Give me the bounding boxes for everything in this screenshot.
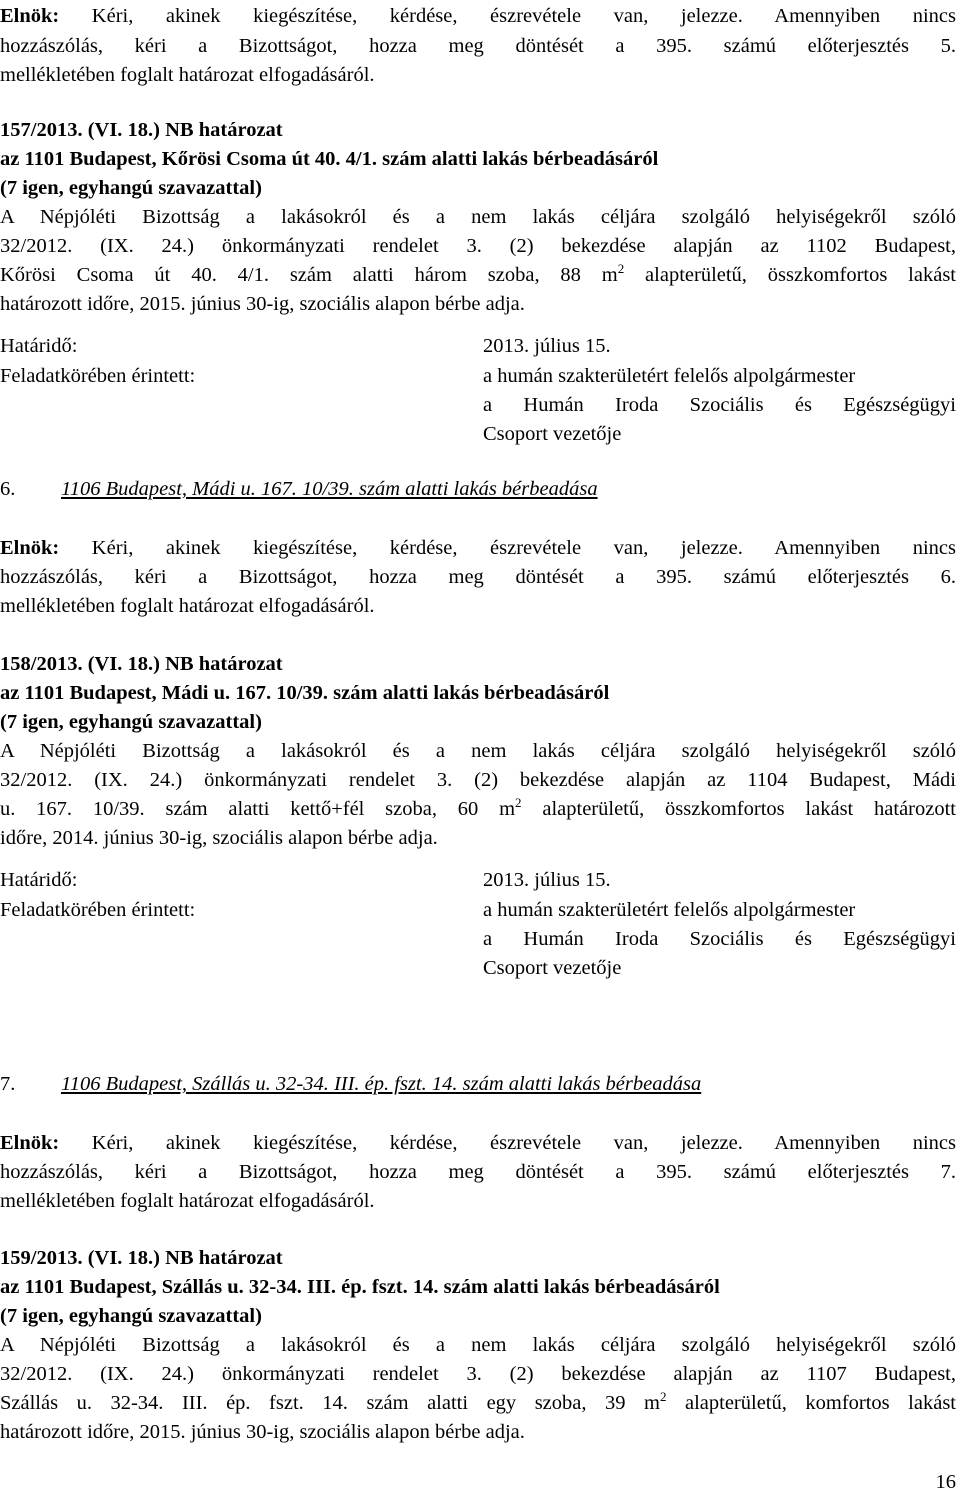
chair-statement-text: Kéri, akinek kiegészítése, kérdése, észrevétele van, jelezze. Amennyiben nincs	[59, 1132, 956, 1154]
responsible-line: Csoport vezetője	[483, 423, 622, 445]
agenda-item-number: 7.	[0, 1073, 16, 1095]
body-text: Kőrösi Csoma út 40. 4/1. szám alatti három szoba, 88 m	[0, 264, 618, 286]
chair-statement-text: Kéri, akinek kiegészítése, kérdése, észrevétele van, jelezze. Amennyiben nincs	[59, 5, 956, 27]
resolution-title: az 1101 Budapest, Szállás u. 32-34. III. ép. fszt. 14. szám alatti lakás bérbeadásáról	[0, 1276, 720, 1298]
vote-result: (7 igen, egyhangú szavazattal)	[0, 711, 262, 733]
superscript: 2	[515, 795, 522, 810]
resolution-body-line: határozott időre, 2015. június 30-ig, szociális alapon bérbe adja.	[0, 1421, 525, 1443]
agenda-item-title: 1106 Budapest, Mádi u. 167. 10/39. szám alatti lakás bérbeadása	[61, 478, 598, 500]
resolution-body-line: időre, 2014. június 30-ig, szociális alapon bérbe adja.	[0, 827, 438, 849]
deadline-label: Határidő:	[0, 335, 78, 357]
resolution-number: 159/2013. (VI. 18.) NB határozat	[0, 1247, 283, 1269]
resolution-title: az 1101 Budapest, Mádi u. 167. 10/39. szám alatti lakás bérbeadásáról	[0, 682, 610, 704]
chair-statement-line: mellékletében foglalt határozat elfogadásáról.	[0, 64, 375, 86]
chair-statement-line	[0, 536, 956, 560]
vote-result: (7 igen, egyhangú szavazattal)	[0, 177, 262, 199]
resolution-body-line: 32/2012. (IX. 24.) önkormányzati rendelet 3. (2) bekezdése alapján az 1107 Budapest,	[0, 1363, 956, 1385]
chair-label: Elnök:	[0, 5, 60, 27]
resolution-body-line: 32/2012. (IX. 24.) önkormányzati rendelet 3. (2) bekezdése alapján az 1102 Budapest,	[0, 235, 956, 257]
resolution-body-line: A Népjóléti Bizottság a lakásokról és a nem lakás céljára szolgáló helyiségekről szóló	[0, 740, 956, 762]
chair-statement-line: mellékletében foglalt határozat elfogadásáról.	[0, 1190, 375, 1212]
responsible-line: Csoport vezetője	[483, 957, 622, 979]
chair-statement-line	[0, 1131, 956, 1155]
resolution-body-line	[0, 797, 956, 823]
responsible-label: Feladatkörében érintett:	[0, 899, 196, 921]
body-text: u. 167. 10/39. szám alatti kettő+fél szoba, 60 m	[0, 798, 516, 820]
resolution-body-line: határozott időre, 2015. június 30-ig, szociális alapon bérbe adja.	[0, 293, 525, 315]
vote-result: (7 igen, egyhangú szavazattal)	[0, 1305, 262, 1327]
resolution-body-line: A Népjóléti Bizottság a lakásokról és a nem lakás céljára szolgáló helyiségekről szóló	[0, 206, 956, 228]
deadline-label: Határidő:	[0, 869, 78, 891]
responsible-line: a Humán Iroda Szociális és Egészségügyi	[483, 394, 956, 416]
deadline-value: 2013. július 15.	[483, 335, 611, 357]
body-text: alapterületű, összkomfortos lakást	[624, 264, 956, 286]
resolution-title: az 1101 Budapest, Kőrösi Csoma út 40. 4/1. szám alatti lakás bérbeadásáról	[0, 148, 659, 170]
superscript: 2	[659, 1389, 667, 1404]
chair-statement-line: mellékletében foglalt határozat elfogadásáról.	[0, 595, 375, 617]
resolution-body-line: A Népjóléti Bizottság a lakásokról és a nem lakás céljára szolgáló helyiségekről szóló	[0, 1334, 956, 1356]
body-text: alapterületű, komfortos lakást	[666, 1392, 956, 1414]
resolution-body-line	[0, 263, 956, 289]
responsible-line: a Humán Iroda Szociális és Egészségügyi	[483, 928, 956, 950]
responsible-line: a humán szakterületért felelős alpolgármester	[483, 899, 856, 921]
chair-statement-text: Kéri, akinek kiegészítése, kérdése, észrevétele van, jelezze. Amennyiben nincs	[59, 537, 956, 559]
resolution-number: 157/2013. (VI. 18.) NB határozat	[0, 119, 283, 141]
body-text: Szállás u. 32-34. III. ép. fszt. 14. szám alatti egy szoba, 39 m	[0, 1392, 660, 1414]
deadline-value: 2013. július 15.	[483, 869, 611, 891]
chair-statement-line: hozzászólás, kéri a Bizottságot, hozza meg döntését a 395. számú előterjesztés 6.	[0, 566, 956, 588]
chair-statement-line: hozzászólás, kéri a Bizottságot, hozza meg döntését a 395. számú előterjesztés 7.	[0, 1161, 956, 1183]
body-text: alapterületű, összkomfortos lakást határozott	[521, 798, 957, 820]
chair-statement-line	[0, 4, 956, 28]
resolution-body-line: 32/2012. (IX. 24.) önkormányzati rendelet 3. (2) bekezdése alapján az 1104 Budapest, Mádi	[0, 769, 956, 791]
page-number: 16	[935, 1471, 956, 1493]
superscript: 2	[617, 261, 625, 276]
agenda-item-title: 1106 Budapest, Szállás u. 32-34. III. ép. fszt. 14. szám alatti lakás bérbeadása	[61, 1073, 702, 1095]
chair-label: Elnök:	[0, 537, 60, 559]
agenda-item-number: 6.	[0, 478, 16, 500]
chair-label: Elnök:	[0, 1132, 60, 1154]
chair-statement-line: hozzászólás, kéri a Bizottságot, hozza meg döntését a 395. számú előterjesztés 5.	[0, 35, 956, 57]
responsible-label: Feladatkörében érintett:	[0, 365, 196, 387]
resolution-number: 158/2013. (VI. 18.) NB határozat	[0, 653, 283, 675]
responsible-line: a humán szakterületért felelős alpolgármester	[483, 365, 856, 387]
resolution-body-line	[0, 1391, 956, 1417]
